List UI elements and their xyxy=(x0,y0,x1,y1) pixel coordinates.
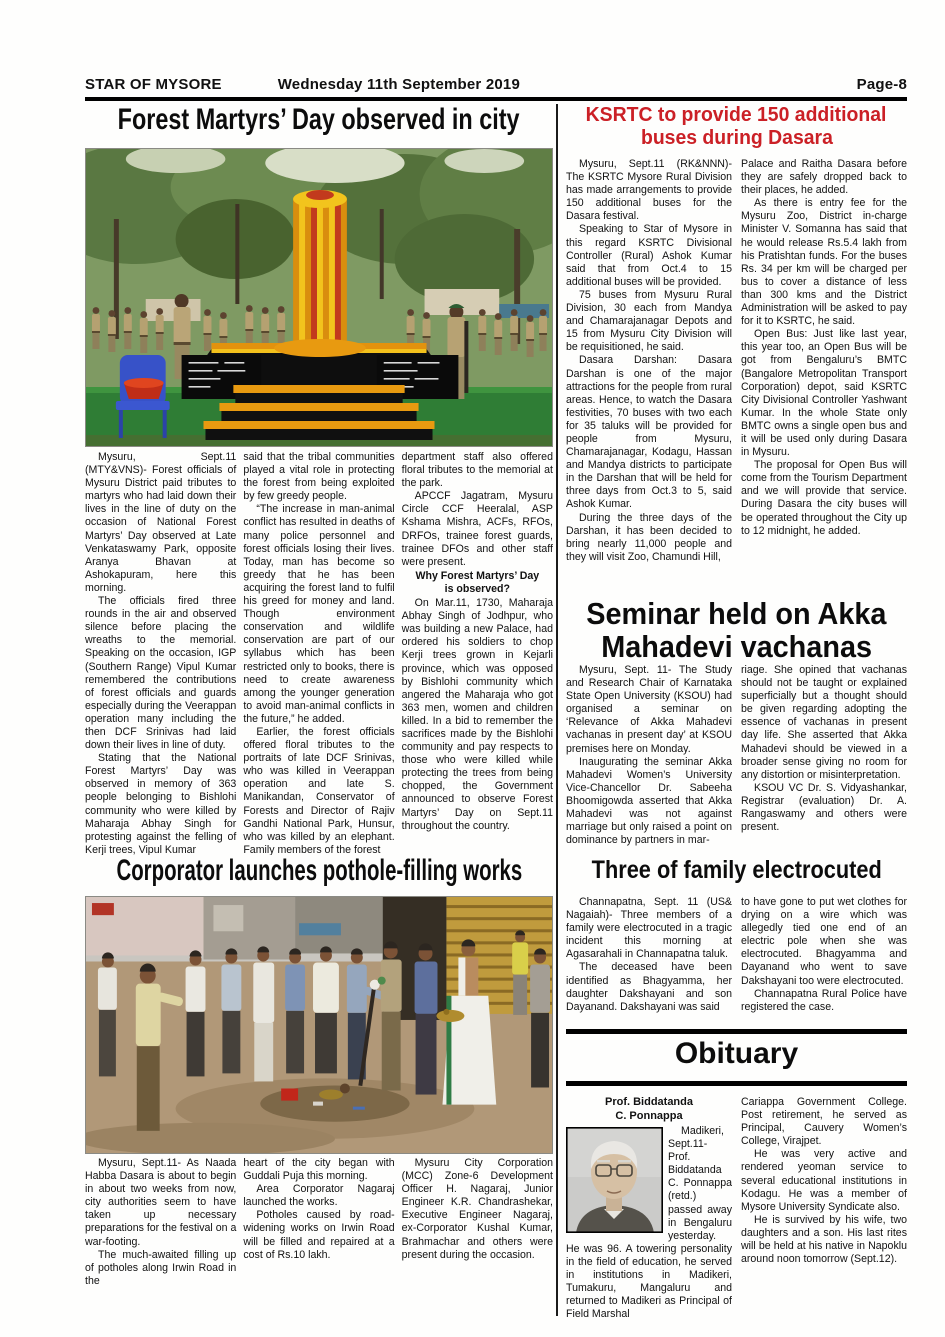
pothole-works-photo xyxy=(85,896,553,1154)
forest-column-3-rest xyxy=(402,597,553,833)
paragraph: Mysuru, Sept. 11- The Study and Research Chair of Karnataka State Open University (KSOU) had organised a seminar on ‘Relevance of Akka Mahadevi vachanas in present day’ at KSOU premises here on Monday. xyxy=(566,664,732,755)
ksrtc-article-body xyxy=(566,158,907,598)
paragraph: He is survived by his wife, two daughters and a son. His last rites will be held at his native in Napoklu around noon tomorrow (Sept.12). xyxy=(741,1213,907,1266)
electrocuted-column-2 xyxy=(741,896,907,1030)
paragraph: The much-awaited filling up of potholes along Irwin Road in the xyxy=(85,1248,237,1287)
obituary-column-2 xyxy=(741,1096,907,1334)
corporator-column-1 xyxy=(85,1157,236,1333)
headline-seminar-akka-mahadevi: Seminar held on Akka Mahadevi vachanas xyxy=(586,596,887,664)
masthead: STAR OF MYSORE xyxy=(85,76,222,93)
paragraph: Channapatna, Sept. 11 (US& Nagaiah)- Three members of a family were electrocuted in a tragic incident this morning at Agasarahali in Channapatna taluk. xyxy=(566,896,732,961)
paragraph: Dasara Darshan: Dasara Darshan is one of the major attractions for the people from rural areas. Hence, to watch the Dasara festivities, 70 buses with two each for 35 taluks will be provided for people from Mysuru, Chamarajanagar, Kodagu, Hassan and Mandya districts to participate in the Darshan that will be held for three days from Oct.3 to 5, said Ashok Kumar. xyxy=(566,354,732,511)
forest-martyrs-memorial-photo xyxy=(85,148,553,447)
page-header xyxy=(85,76,907,93)
obituary-top-rule xyxy=(566,1029,907,1034)
forest-column-3 xyxy=(402,451,553,855)
paragraph: Potholes caused by road-widening works on Irwin Road will be filled and repaired at a cost of Rs.10 lakh. xyxy=(243,1209,395,1261)
paragraph: Mysuru City Corporation (MCC) Zone-6 Development Officer H. Nagaraj, Junior Engineer K.R. Chandrashekar, Executive Engineer Nagaraj, ex-Corporator Kushal Kumar, Brahmachar and others were present during the occasion. xyxy=(401,1157,553,1261)
forest-column-3-lead xyxy=(402,451,553,569)
paragraph: The proposal for Open Bus will come from the Tourism Department and we will provide that service. During Dasara the city buses will be operated throughout the City up to 12 midnight, he added. xyxy=(741,459,907,537)
paragraph: to have gone to put wet clothes for drying on a wire which was allegedly tied one end of an electric pole when she was electrocuted. Bhagyamma and Dayanand who went to save Dakshayani too were electrocuted. xyxy=(741,896,907,987)
paragraph: Inaugurating the seminar Akka Mahadevi Women’s University Vice-Chancellor Dr. Sabeeha Bhoomigowda asserted that Akka Mahadevi was not against marriage but only raised a point on dominance by partners in mar- xyxy=(566,755,732,847)
ksrtc-column-2 xyxy=(741,158,907,598)
paragraph: Open Bus: Just like last year, this year too, an Open Bus will be got from Bengaluru’s BMTC (Bangalore Metropolitan Transport Corporation) depot, said KSRTC City Divisional Controller Yashwant Kumar. In the whole State only BMTC owns a single open bus and it will be used only during Dasara in Mysuru. xyxy=(741,328,907,459)
paragraph: riage. She opined that vachanas should not be taught or explained superficially but a thought should be given regarding adopting the essence of vachanas in present day life. She asserted that Akka Mahadevi should be viewed in a broader sense giving no room for any distortion or misinterpretation. xyxy=(741,664,907,781)
edition-date: Wednesday 11th September 2019 xyxy=(277,76,521,93)
paragraph: The deceased have been identified as Bhagyamma, her daughter Dakshayani and son Dayanand. Dakshayani was said xyxy=(566,961,732,1013)
paragraph: Speaking to Star of Mysore in this regard KSRTC Divisional Controller (Rural) Ashok Kumar said that from Oct.4 to 15 additional buses will be provided. xyxy=(566,223,732,288)
electrocuted-column-1 xyxy=(566,896,732,1030)
paragraph: During the three days of the Darshan, it has been decided to bring nearly 11,000 people and they will visit Zoo, Chamundi Hill, xyxy=(566,511,732,563)
headline-ksrtc-buses: KSRTC to provide 150 additional buses during Dasara xyxy=(586,104,887,149)
seminar-article-body xyxy=(566,664,907,855)
paragraph: Palace and Raitha Dasara before they are safely dropped back to their places, he added. xyxy=(741,158,907,197)
paragraph: He was very active and rendered yeoman service to several educational institutions in Kodagu. He was a member of Mysore University Syndicate also. xyxy=(741,1148,907,1213)
paragraph: As there is entry fee for the Mysuru Zoo, District in-charge Minister V. Somanna has said that he would release Rs.5.4 lakh from his Pratishtan funds. For the buses Rs. 34 per km will be charged per bus to cover a distance of less than 300 kms and the District Administration will be asked to pay for it to KSRTC, he said. xyxy=(741,197,907,328)
obituary-portrait-photo xyxy=(566,1127,663,1233)
obituary-article-body xyxy=(566,1096,907,1334)
paragraph: Mysuru, Sept.11- As Naada Habba Dasara is about to begin in about two weeks from now, city authorities seem to have taken up necessary preparations for the festival on a war-footing. xyxy=(85,1157,237,1248)
ksrtc-column-1 xyxy=(566,158,732,598)
obituary-intro-paragraph: Madikeri, Sept.11- Prof. Biddatanda C. Ponnappa (retd.) passed away in Bengaluru yesterday. He was 96. A towering personality in the field of education, he served in institutions in Madikeri, Tumakuru, Mangaluru and returned to Madikeri as Principal of Field Marshal xyxy=(566,1125,732,1321)
obituary-deceased-name: Prof. Biddatanda C. Ponnappa xyxy=(604,1096,693,1122)
forest-article-body xyxy=(85,451,553,855)
paragraph: Earlier, the forest officials offered floral tributes to the portraits of late DCF Srinivas, who was killed in Veerappan operation and late S. Manikandan, Conservator of Forests and Director of Rajiv Gandhi National Park, Hunsur, who was killed by an elephant. Family members of the forest xyxy=(243,725,395,855)
forest-subhead: Why Forest Martyrs’ Day is observed? xyxy=(415,569,540,595)
paragraph: Mysuru, Sept.11 (RK&NNN)- The KSRTC Mysore Rural Division has made arrangements to provide 150 additional buses for the Dasara festival. xyxy=(566,158,732,223)
corporator-column-3 xyxy=(402,1157,553,1333)
headline-corporator-potholes: Corporator launches pothole-filling works xyxy=(116,854,522,887)
seminar-column-1 xyxy=(566,664,732,855)
forest-column-1 xyxy=(85,451,236,855)
electrocuted-article-body xyxy=(566,896,907,1030)
paragraph: Cariappa Government College. Post retirement, he served as Principal, Cauvery Women’s College, Virajpet. xyxy=(741,1096,907,1148)
corporator-column-2 xyxy=(243,1157,394,1333)
headline-obituary: Obituary xyxy=(674,1037,799,1070)
paragraph: The officials fired three rounds in the air and observed silence before placing the wreaths to the memorial. Speaking on the occasion, IGP (Southern Range) Vipul Kumar remembered the contributions of forest officials and guards especially during the Veerappan operation many including the then DCF Srinivas had laid down their lives in line of duty. xyxy=(85,595,237,752)
paragraph: Area Corporator Nagaraj launched the works. xyxy=(243,1183,395,1209)
obituary-column-1 xyxy=(566,1096,732,1334)
obituary-intro-wrap xyxy=(566,1125,732,1321)
paragraph: On Mar.11, 1730, Maharaja Abhay Singh of Jodhpur, who was building a new Palace, had ordered his soldiers to chop Kerji trees grown in Kejarli province, which was opposed by Bishlohi community which angered the Maharaja who got 363 men, women and children killed. In a bid to remember the sacrifices made by the Bishlohi community and pay respects to those who were killed while protecting the trees from being chopped, the Government announced to observe Forest Martyrs’ Day on Sept.11 throughout the country. xyxy=(401,597,553,832)
paragraph: Stating that the National Forest Martyrs’ Day was observed in memory of 363 people belonging to Bishlohi community who were killed by Maharaja Abhay Singh for protesting against the felling of Kerji trees, Vipul Kumar xyxy=(85,752,237,855)
headline-forest-martyrs: Forest Martyrs’ Day observed in city xyxy=(118,103,520,136)
paragraph: Mysuru, Sept.11 (MTY&VNS)- Forest officials of Mysuru District paid tributes to martyrs who had laid down their lives in the line of duty on the occasion of National Forest Martyrs’ Day observed at Late Venkataswamy Park, opposite Aranya Bhavan at Ashokapuram, here this morning. xyxy=(85,451,237,594)
headline-family-electrocuted: Three of family electrocuted xyxy=(591,856,882,884)
paragraph: Channapatna Rural Police have registered the case. xyxy=(741,987,907,1013)
corporator-article-body xyxy=(85,1157,553,1333)
seminar-column-2 xyxy=(741,664,907,855)
section-divider-rule xyxy=(556,104,558,1316)
paragraph: said that the tribal communities played a vital role in protecting the forest from being exploited by few greedy people. xyxy=(243,451,395,503)
paragraph: 75 buses from Mysuru Rural Division, 30 each from Mandya and Chamarajanagar Depots and 15 from Mysuru City Division will be requisitioned, he said. xyxy=(566,288,732,354)
paragraph: “The increase in man-animal conflict has resulted in deaths of many police personnel and forest officials losing their lives. Today, man has become so greedy that he has been acquiring the forest land to fulfil his greed for money and land. Though environment conservation and wildlife conservation are part of our syllabus which has been restricted only to books, there is need to create awareness among the younger generation to avoid man-animal conflicts in the future,” he added. xyxy=(243,503,395,725)
paragraph: APCCF Jagatram, Mysuru Circle CCF Heeralal, ASP Kshama Mishra, ACFs, RFOs, DRFOs, trainee forest guards, trainee DFOs and other staff were present. xyxy=(401,490,553,568)
paragraph: KSOU VC Dr. S. Vidyashankar, Registrar (evaluation) Dr. A. Rangaswamy and others were present. xyxy=(741,781,907,834)
forest-column-2 xyxy=(243,451,394,855)
header-rule xyxy=(85,97,907,101)
paragraph: heart of the city began with Guddali Puja this morning. xyxy=(243,1157,395,1183)
obituary-bottom-rule xyxy=(566,1081,907,1086)
page-number: Page-8 xyxy=(856,76,907,93)
paragraph: department staff also offered floral tributes to the memorial at the park. xyxy=(401,451,553,490)
